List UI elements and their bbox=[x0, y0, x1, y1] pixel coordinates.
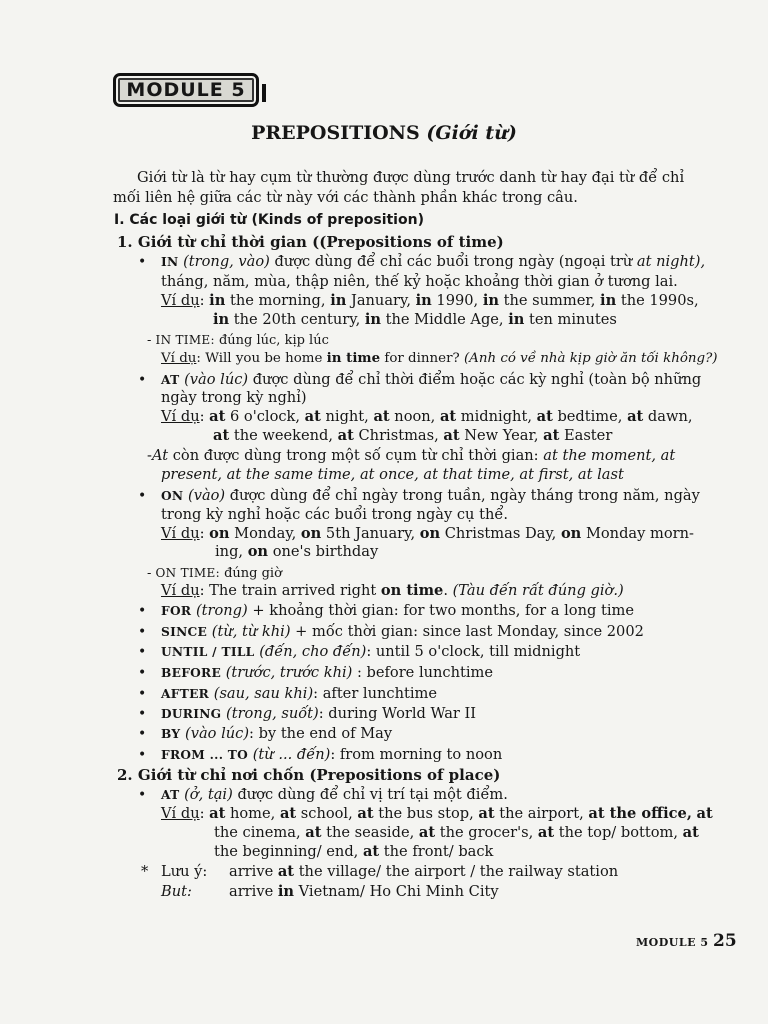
list-item-by: BY (vào lúc): by the end of May bbox=[161, 725, 393, 742]
at-place-line-1: AT (ở, tại) được dùng để chỉ vị trí tại một điểm. bbox=[161, 786, 508, 803]
in-line-2: tháng, năm, mùa, thập niên, thế kỷ hoặc khoảng thời gian ở tương lai. bbox=[161, 273, 678, 290]
at-place-example-2: the cinema, at the seaside, at the grocer's, at the top/ bottom, at bbox=[214, 824, 699, 841]
bullet-until: • bbox=[138, 644, 147, 660]
on-example-2: ing, on one's birthday bbox=[215, 543, 379, 560]
bullet-by: • bbox=[138, 726, 147, 742]
on-time-line: - ON TIME: đúng giờ bbox=[147, 566, 282, 581]
bullet-after: • bbox=[138, 686, 147, 702]
at-place-example-1: Ví dụ: at home, at school, at the bus stop, at the airport, at the office, at bbox=[161, 805, 713, 822]
bullet-at: • bbox=[138, 372, 147, 388]
list-item-until: UNTIL / TILL (đến, cho đến): until 5 o'clock, till midnight bbox=[161, 643, 581, 660]
list-item-after: AFTER (sau, sau khi): after lunchtime bbox=[161, 685, 437, 702]
bullet-for: • bbox=[138, 603, 147, 619]
intro-line-1: Giới từ là từ hay cụm từ thường được dùng trước danh từ hay đại từ để chỉ bbox=[137, 169, 685, 186]
note-label: Lưu ý: bbox=[161, 863, 208, 880]
at-place-example-3: the beginning/ end, at the front/ back bbox=[214, 843, 494, 860]
bullet-since: • bbox=[138, 624, 147, 640]
in-example-1: Ví dụ: in the morning, in January, in 1990, in the summer, in the 1990s, bbox=[161, 292, 699, 309]
in-time-example: Ví dụ: Will you be home in time for dinner? (Anh có về nhà kịp giờ ăn tối không?) bbox=[161, 350, 718, 366]
at-example-1: Ví dụ: at 6 o'clock, at night, at noon, at midnight, at bedtime, at dawn, bbox=[161, 408, 693, 425]
title-main: PREPOSITIONS bbox=[251, 122, 420, 144]
footer-module-label: MODULE 5 bbox=[636, 936, 709, 949]
note-but-label: But: bbox=[161, 883, 192, 900]
on-line-1: ON (vào) được dùng để chỉ ngày trong tuần, ngày tháng trong năm, ngày bbox=[161, 487, 700, 504]
at-note-line-2: present, at the same time, at once, at that time, at first, at last bbox=[161, 466, 624, 483]
list-item-during: DURING (trong, suốt): during World War II bbox=[161, 705, 477, 722]
bullet-during: • bbox=[138, 706, 147, 722]
section-heading-kinds: I. Các loại giới từ (Kinds of preposition) bbox=[114, 212, 424, 228]
page-title bbox=[0, 122, 768, 144]
note-star: * bbox=[141, 863, 149, 880]
bullet-in: • bbox=[138, 254, 147, 270]
note-line-1: arrive at the village/ the airport / the railway station bbox=[229, 863, 619, 880]
title-vi: (Giới từ) bbox=[426, 122, 517, 144]
list-item-for: FOR (trong) + khoảng thời gian: for two months, for a long time bbox=[161, 602, 634, 619]
at-note-line-1: -At còn được dùng trong một số cụm từ chỉ thời gian: at the moment, at bbox=[147, 447, 676, 464]
subheading-time: 1. Giới từ chỉ thời gian ((Prepositions of time) bbox=[117, 233, 504, 251]
page-number: 25 bbox=[713, 931, 737, 951]
list-item-from-to: FROM ... TO (từ ... đến): from morning to noon bbox=[161, 746, 503, 763]
bullet-before: • bbox=[138, 665, 147, 681]
at-line-2: ngày trong kỳ nghỉ) bbox=[161, 389, 307, 406]
on-example-1: Ví dụ: on Monday, on 5th January, on Christmas Day, on Monday morn- bbox=[161, 525, 694, 542]
on-time-example: Ví dụ: The train arrived right on time. (Tàu đến rất đúng giờ.) bbox=[161, 582, 624, 599]
list-item-since: SINCE (từ, từ khi) + mốc thời gian: since last Monday, since 2002 bbox=[161, 623, 644, 640]
bullet-from-to: • bbox=[138, 747, 147, 763]
at-example-2: at the weekend, at Christmas, at New Year, at Easter bbox=[213, 427, 613, 444]
in-time-line: - IN TIME: đúng lúc, kịp lúc bbox=[147, 333, 329, 348]
subheading-place: 2. Giới từ chỉ nơi chốn (Prepositions of place) bbox=[117, 766, 501, 784]
on-line-2: trong kỳ nghỉ hoặc các buổi trong ngày cụ thể. bbox=[161, 506, 508, 523]
in-example-2: in the 20th century, in the Middle Age, in ten minutes bbox=[213, 311, 617, 328]
in-line-1: IN (trong, vào) được dùng để chỉ các buổi trong ngày (ngoại trừ at night), bbox=[161, 253, 706, 270]
intro-line-2: mối liên hệ giữa các từ này với các thành phần khác trong câu. bbox=[113, 189, 578, 206]
note-line-2: arrive in Vietnam/ Ho Chi Minh City bbox=[229, 883, 499, 900]
bullet-on: • bbox=[138, 488, 147, 504]
module-badge: MODULE 5 bbox=[113, 73, 259, 107]
bullet-at-place: • bbox=[138, 787, 147, 803]
at-line-1: AT (vào lúc) được dùng để chỉ thời điểm hoặc các kỳ nghỉ (toàn bộ những bbox=[161, 371, 702, 388]
list-item-before: BEFORE (trước, trước khi) : before lunchtime bbox=[161, 664, 494, 681]
